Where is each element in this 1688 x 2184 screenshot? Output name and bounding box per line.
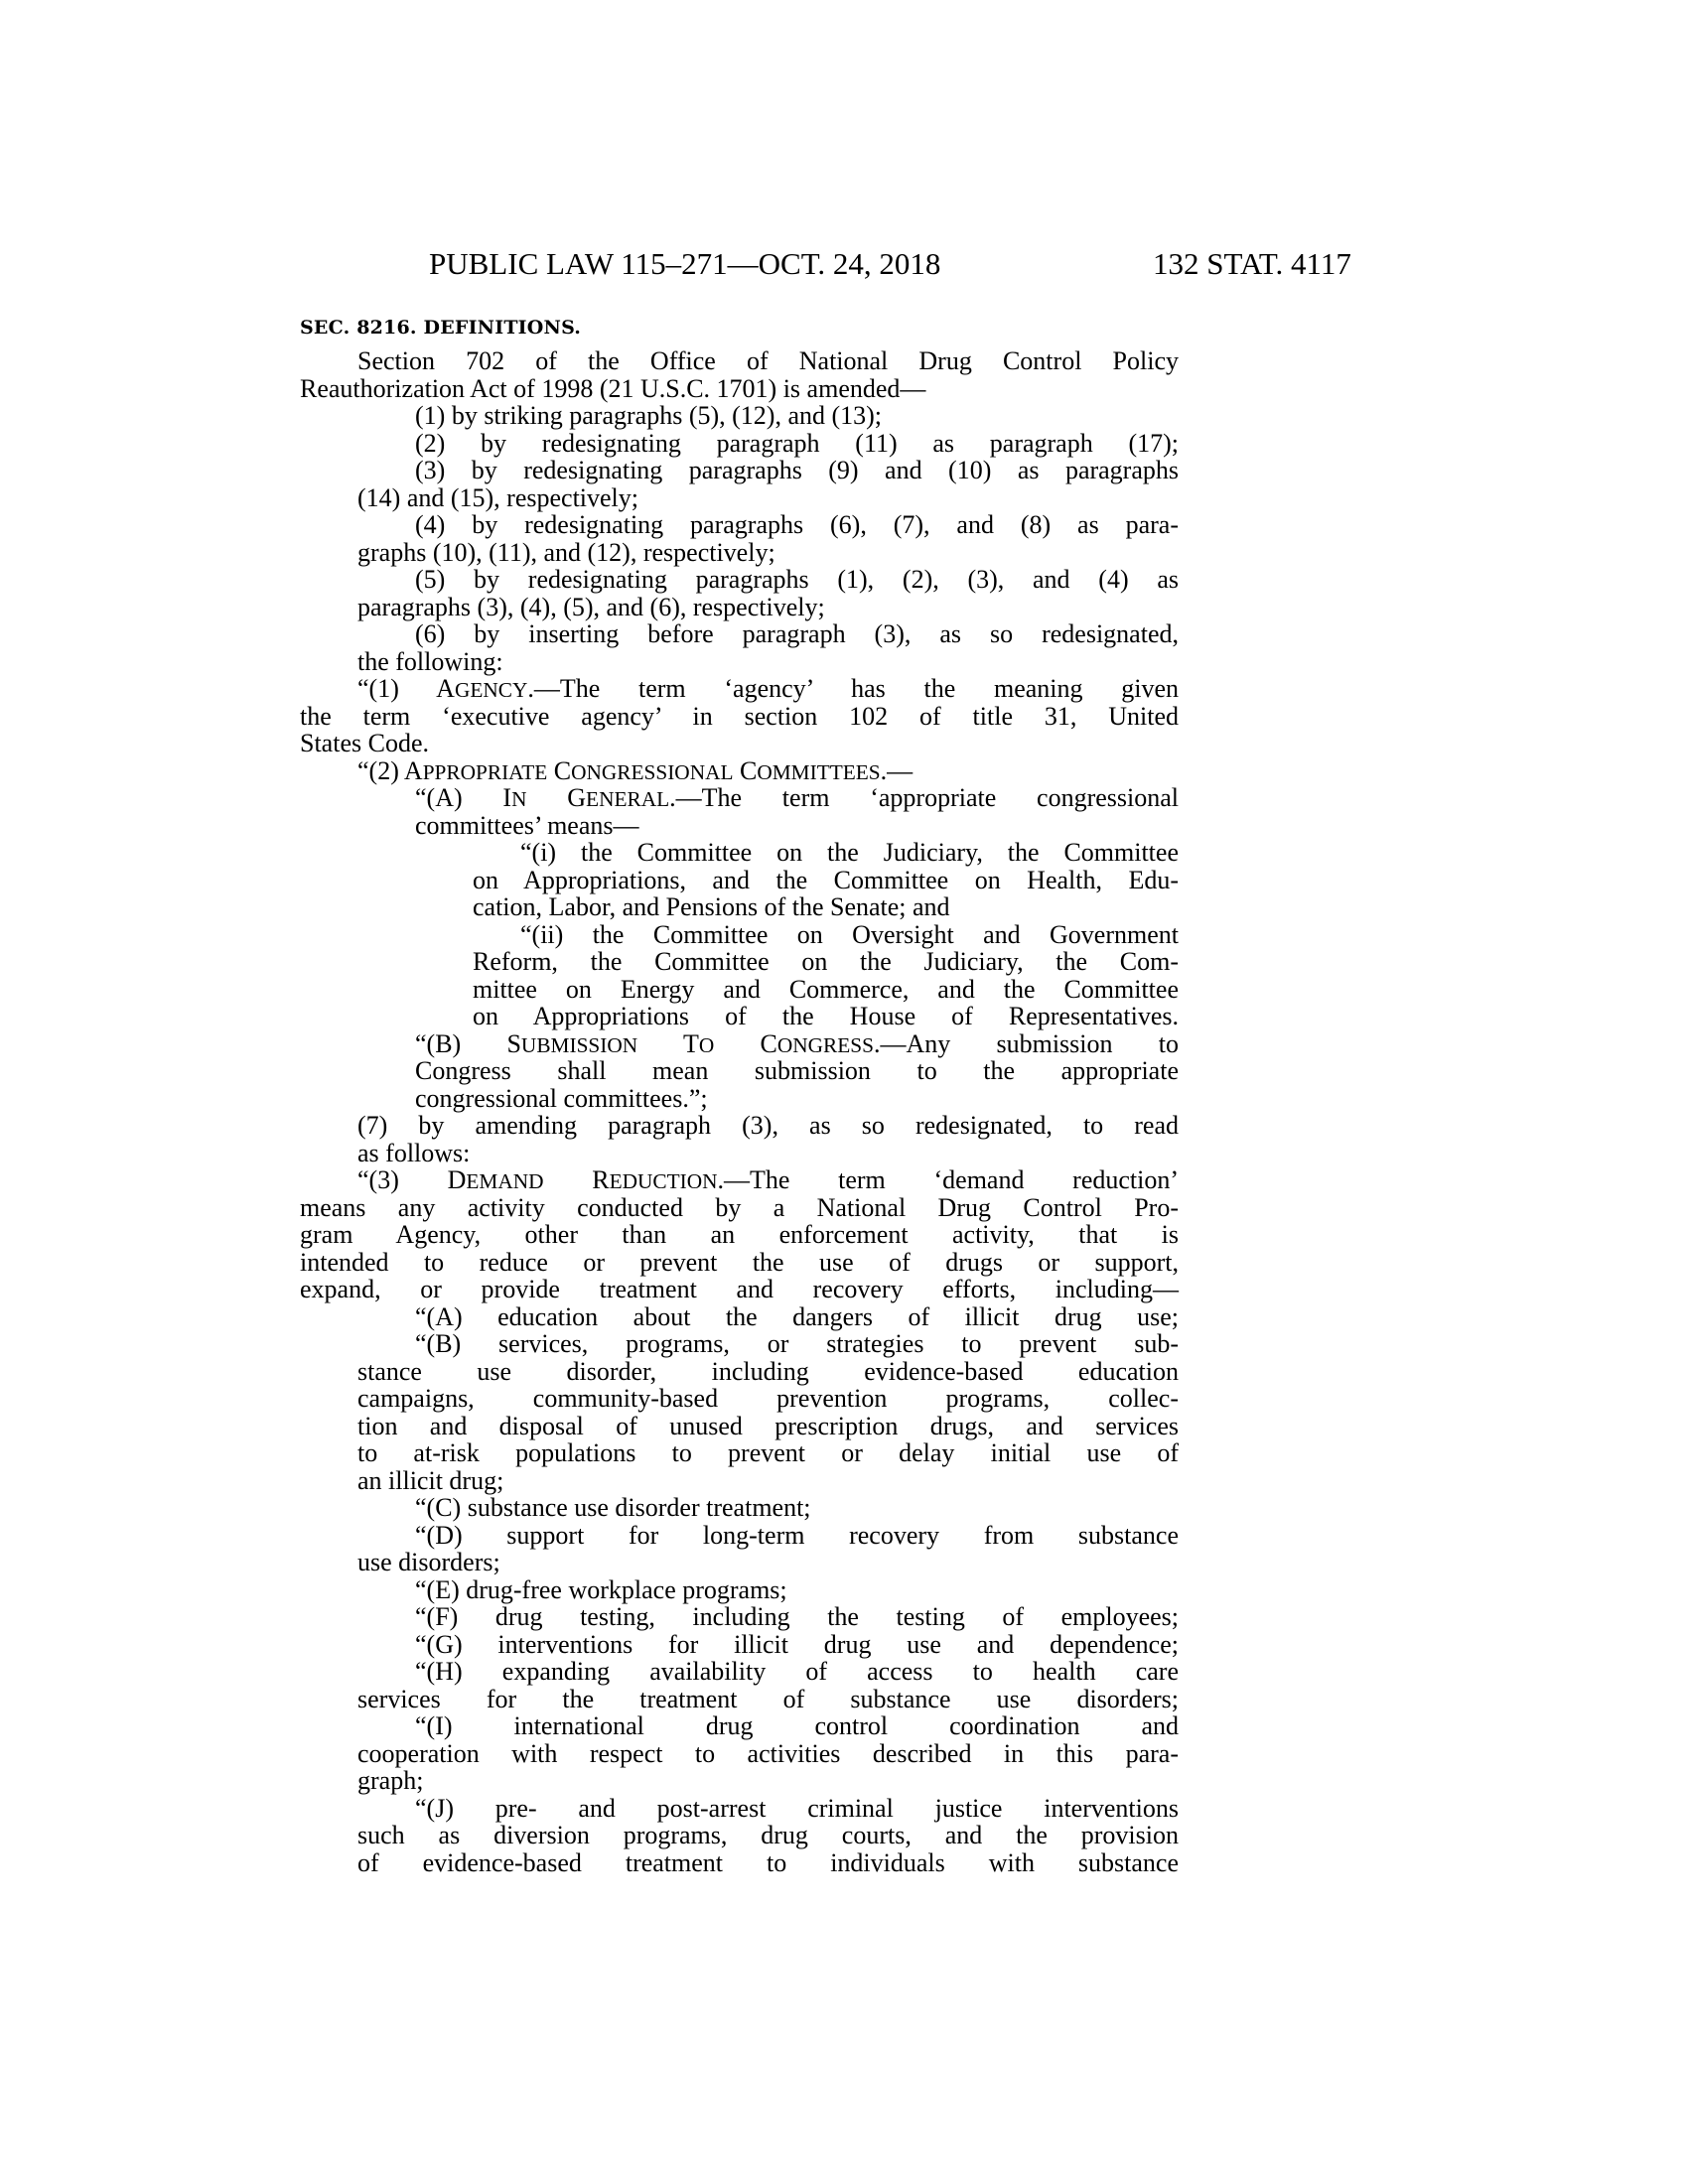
text-line: the term ‘executive agency’ in section 102 of title 31, United [300, 701, 1179, 731]
text-line: “(1) AGENCY.—The term ‘agency’ has the meaning given [357, 674, 1179, 703]
text-line: “(I) international drug control coordination and [415, 1711, 1179, 1740]
text-line: as follows: [357, 1138, 471, 1167]
text-line: “(G) interventions for illicit drug use and dependence; [415, 1629, 1179, 1659]
text-line: mittee on Energy and Commerce, and the Committee [473, 974, 1179, 1004]
text-line: “(A) IN GENERAL.—The term ‘appropriate congressional [415, 783, 1180, 812]
text-line: services for the treatment of substance use disorders; [357, 1684, 1179, 1713]
text-line: to at-risk populations to prevent or delay initial use of [357, 1438, 1179, 1467]
text-line: cation, Labor, and Pensions of the Senate; and [473, 892, 950, 921]
text-line: of evidence-based treatment to individuals with substance [357, 1847, 1179, 1877]
text-line: tion and disposal of unused prescription drugs, and services [357, 1411, 1179, 1440]
text-line: (1) by striking paragraphs (5), (12), and (13); [415, 401, 883, 430]
page-stat-number: 132 STAT. 4117 [1153, 246, 1351, 281]
text-line: “(E) drug-free workplace programs; [415, 1574, 787, 1604]
text-line: “(2) APPROPRIATE CONGRESSIONAL COMMITTEES.— [357, 755, 914, 785]
text-line: “(A) education about the dangers of illicit drug use; [415, 1301, 1179, 1331]
text-line: gram Agency, other than an enforcement activity, that is [300, 1220, 1179, 1249]
text-line: on Appropriations, and the Committee on Health, Edu- [473, 865, 1179, 894]
text-line: Reform, the Committee on the Judiciary, the Com- [473, 947, 1179, 976]
text-line: Section 702 of the Office of National Drug Control Policy [357, 346, 1179, 375]
text-line: (5) by redesignating paragraphs (1), (2), (3), and (4) as [415, 565, 1179, 594]
running-header-title: PUBLIC LAW 115–271—OCT. 24, 2018 [429, 246, 941, 281]
text-line: graphs (10), (11), and (12), respectively; [357, 537, 775, 567]
text-line: such as diversion programs, drug courts, and the provision [357, 1821, 1179, 1849]
text-line: means any activity conducted by a National Drug Control Pro- [300, 1192, 1179, 1222]
text-line: “(B) SUBMISSION TO CONGRESS.—Any submission to [415, 1028, 1179, 1058]
text-line: (3) by redesignating paragraphs (9) and (10) as paragraphs [415, 456, 1179, 484]
text-line: (7) by amending paragraph (3), as so redesignated, to read [357, 1111, 1179, 1140]
text-line: congressional committees.”; [415, 1083, 708, 1113]
text-line: paragraphs (3), (4), (5), and (6), respectively; [357, 592, 825, 621]
text-line: on Appropriations of the House of Representatives. [473, 1002, 1179, 1030]
text-line: (14) and (15), respectively; [357, 482, 639, 512]
section-heading: SEC. 8216. DEFINITIONS. [300, 317, 582, 339]
text-line: use disorders; [357, 1548, 500, 1576]
text-line: “(B) services, programs, or strategies to prevent sub- [415, 1329, 1179, 1358]
text-line: cooperation with respect to activities described in this para- [357, 1738, 1179, 1768]
text-line: graph; [357, 1766, 424, 1795]
text-line: committees’ means— [415, 810, 639, 840]
text-line: the following: [357, 646, 503, 676]
text-line: “(i) the Committee on the Judiciary, the Committee [520, 838, 1179, 867]
text-line: intended to reduce or prevent the use of drugs or support, [300, 1247, 1179, 1277]
text-line: stance use disorder, including evidence-based education [357, 1356, 1179, 1386]
text-line: (4) by redesignating paragraphs (6), (7), and (8) as para- [415, 510, 1179, 539]
text-line: “(ii) the Committee on Oversight and Government [520, 919, 1179, 949]
text-line: campaigns, community-based prevention programs, collec- [357, 1384, 1179, 1413]
text-line: (6) by inserting before paragraph (3), as so redesignated, [415, 619, 1179, 648]
text-line: “(J) pre- and post-arrest criminal justice interventions [415, 1793, 1179, 1823]
text-line: “(H) expanding availability of access to health care [415, 1657, 1179, 1686]
text-line: “(D) support for long-term recovery from substance [415, 1520, 1179, 1550]
text-line: States Code. [300, 729, 429, 757]
text-line: an illicit drug; [357, 1465, 504, 1495]
text-line: expand, or provide treatment and recovery efforts, including— [300, 1275, 1179, 1303]
text-line: (2) by redesignating paragraph (11) as paragraph (17); [415, 428, 1179, 458]
text-line: “(C) substance use disorder treatment; [415, 1493, 811, 1522]
text-line: Reauthorization Act of 1998 (21 U.S.C. 1701) is amended— [300, 373, 926, 403]
text-line: Congress shall mean submission to the appropriate [415, 1056, 1179, 1085]
text-line: “(F) drug testing, including the testing of employees; [415, 1602, 1179, 1631]
text-line: “(3) DEMAND REDUCTION.—The term ‘demand reduction’ [357, 1165, 1180, 1194]
